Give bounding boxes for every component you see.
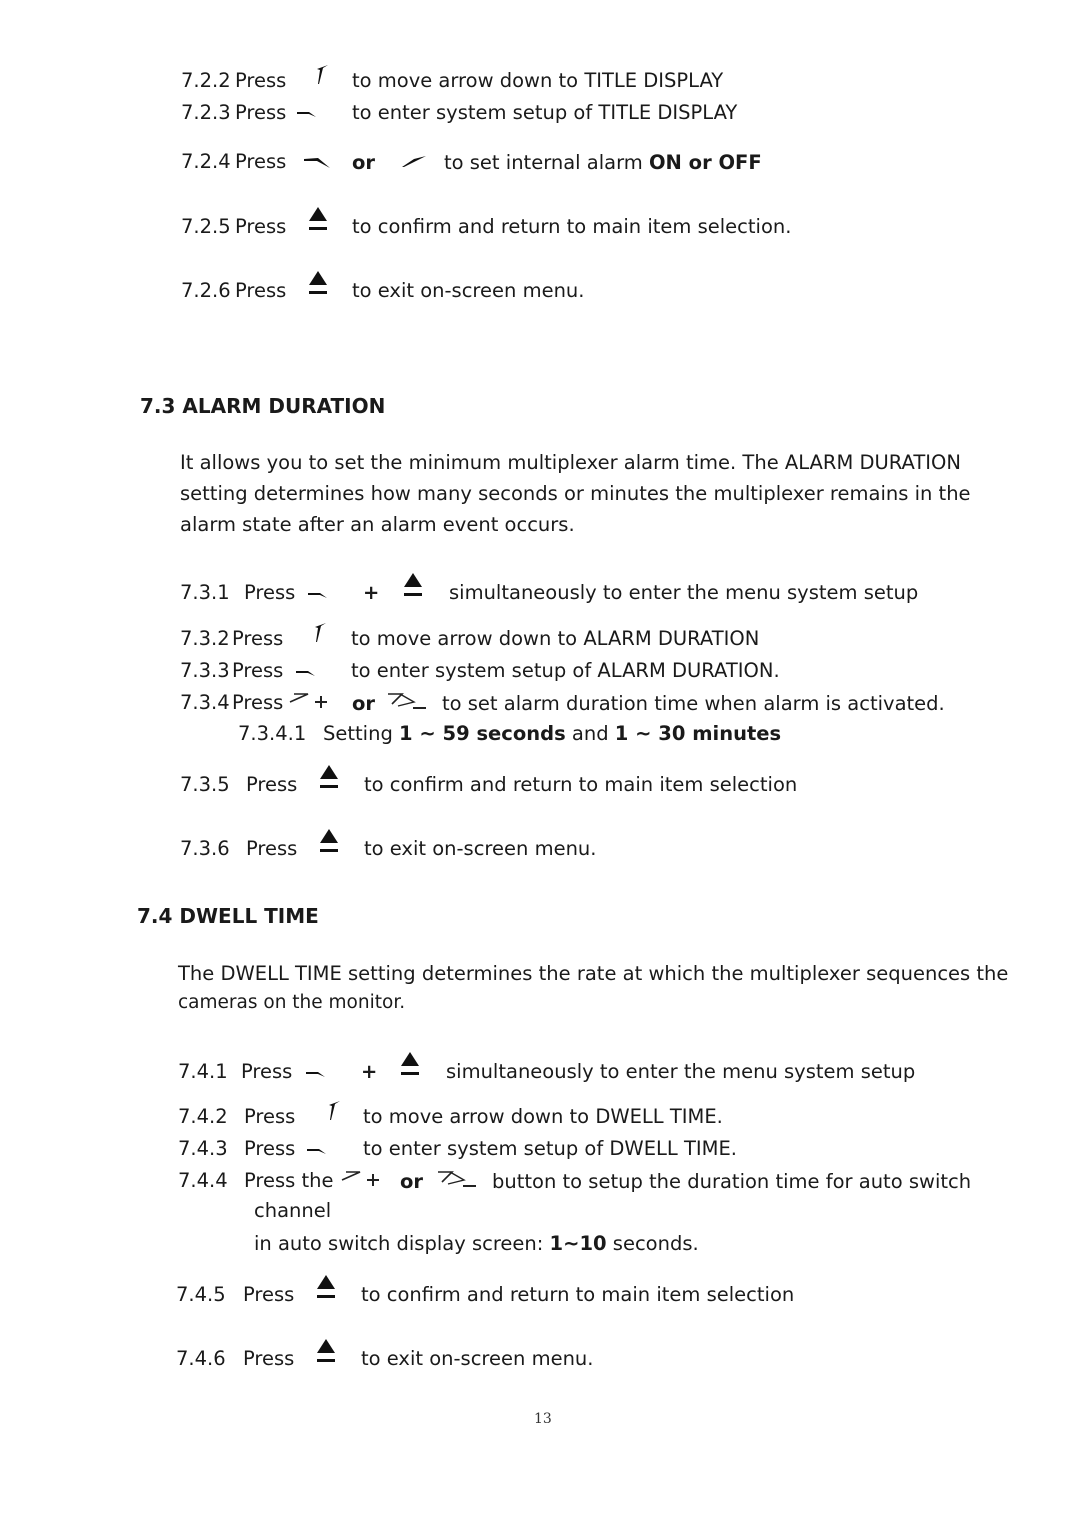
- or-label: or: [400, 1170, 424, 1193]
- substep-number: 7.3.4.1: [238, 722, 307, 745]
- step-text: to enter system setup of TITLE DISPLAY: [352, 101, 738, 124]
- enter-key-icon: [296, 668, 316, 678]
- press-label: Press: [232, 659, 284, 682]
- enter-key-icon: [297, 109, 317, 119]
- step-text: to confirm and return to main item selection: [364, 773, 798, 796]
- section-heading: 7.4 DWELL TIME: [137, 904, 319, 928]
- enter-key-icon: [307, 1146, 327, 1156]
- press-label: Press: [246, 773, 298, 796]
- plus-key-icon: [340, 1168, 394, 1190]
- press-label: Press: [235, 101, 287, 124]
- step-text: simultaneously to enter the menu system setup: [446, 1060, 916, 1083]
- eject-key-icon: [315, 1274, 337, 1302]
- minus-key-icon: [304, 156, 332, 170]
- step-text: simultaneously to enter the menu system setup: [449, 581, 919, 604]
- or-label: or: [352, 151, 376, 174]
- press-label: Press: [232, 691, 284, 714]
- step-text: to confirm and return to main item selection.: [352, 215, 792, 238]
- substep-text: Setting 1 ~ 59 seconds and 1 ~ 30 minutes: [323, 722, 782, 745]
- press-label: Press: [235, 69, 287, 92]
- minus-key-icon: [436, 1168, 490, 1190]
- step-text-continued: channel: [254, 1199, 332, 1222]
- plus-key-icon: [288, 690, 342, 712]
- press-label: Press: [244, 1105, 296, 1128]
- step-number: 7.3.3: [180, 659, 230, 682]
- section-paragraph: The DWELL TIME setting determines the rate at which the multiplexer sequences the: [178, 962, 1009, 985]
- step-text: to move arrow down to TITLE DISPLAY: [352, 69, 724, 92]
- eject-key-icon: [307, 206, 329, 234]
- step-text: to exit on-screen menu.: [364, 837, 597, 860]
- or-label: or: [352, 692, 376, 715]
- eject-key-icon: [307, 270, 329, 298]
- press-label: Press: [244, 1137, 296, 1160]
- step-number: 7.4.6: [176, 1347, 226, 1370]
- step-text: to exit on-screen menu.: [352, 279, 585, 302]
- plus-sign: +: [363, 581, 380, 604]
- press-label: Press: [243, 1347, 295, 1370]
- step-text: to move arrow down to ALARM DURATION: [351, 627, 760, 650]
- eject-key-icon: [315, 1338, 337, 1366]
- down-arrow-key-icon: [314, 622, 328, 644]
- step-text: to move arrow down to DWELL TIME.: [363, 1105, 723, 1128]
- press-label: Press: [246, 837, 298, 860]
- step-text: to set alarm duration time when alarm is activated.: [442, 692, 945, 715]
- step-number: 7.2.2: [181, 69, 231, 92]
- section-heading: 7.3 ALARM DURATION: [140, 394, 386, 418]
- plus-key-icon: [400, 155, 428, 169]
- press-label: Press: [241, 1060, 293, 1083]
- page-number: 13: [534, 1411, 552, 1427]
- press-label: Press: [235, 215, 287, 238]
- step-text: to enter system setup of ALARM DURATION.: [351, 659, 780, 682]
- step-number: 7.4.1: [178, 1060, 228, 1083]
- press-label: Press: [244, 581, 296, 604]
- step-text: to confirm and return to main item selection: [361, 1283, 795, 1306]
- step-number: 7.2.3: [181, 101, 231, 124]
- step-number: 7.4.5: [176, 1283, 226, 1306]
- step-number: 7.3.4: [180, 691, 230, 714]
- step-number: 7.4.4: [178, 1169, 228, 1192]
- minus-key-icon: [386, 690, 440, 712]
- step-number: 7.3.1: [180, 581, 230, 604]
- step-number: 7.3.6: [180, 837, 230, 860]
- press-label: Press: [243, 1283, 295, 1306]
- eject-key-icon: [318, 828, 340, 856]
- down-arrow-key-icon: [316, 64, 330, 86]
- step-number: 7.4.3: [178, 1137, 228, 1160]
- section-paragraph: It allows you to set the minimum multiplexer alarm time. The ALARM DURATION setting determines how many seconds or minutes the multiplexer remains in the alarm state after an alarm event occurs.: [180, 451, 971, 536]
- step-text-continued: in auto switch display screen: 1~10 seconds.: [254, 1232, 699, 1255]
- step-text: to enter system setup of DWELL TIME.: [363, 1137, 737, 1160]
- section-paragraph: cameras on the monitor.: [178, 992, 406, 1013]
- eject-key-icon: [399, 1051, 421, 1079]
- enter-key-icon: [306, 1069, 326, 1079]
- step-number: 7.4.2: [178, 1105, 228, 1128]
- step-text: to set internal alarm ON or OFF: [444, 151, 762, 174]
- step-text: button to setup the duration time for auto switch: [492, 1170, 972, 1193]
- press-label: Press: [235, 279, 287, 302]
- enter-key-icon: [308, 590, 328, 600]
- eject-key-icon: [402, 572, 424, 600]
- press-label: Press the: [244, 1169, 334, 1192]
- step-number: 7.3.5: [180, 773, 230, 796]
- press-label: Press: [235, 150, 287, 173]
- step-number: 7.3.2: [180, 627, 230, 650]
- step-number: 7.2.4: [181, 150, 231, 173]
- step-number: 7.2.5: [181, 215, 231, 238]
- down-arrow-key-icon: [328, 1100, 342, 1122]
- step-number: 7.2.6: [181, 279, 231, 302]
- eject-key-icon: [318, 764, 340, 792]
- press-label: Press: [232, 627, 284, 650]
- step-text: to exit on-screen menu.: [361, 1347, 594, 1370]
- plus-sign: +: [361, 1060, 378, 1083]
